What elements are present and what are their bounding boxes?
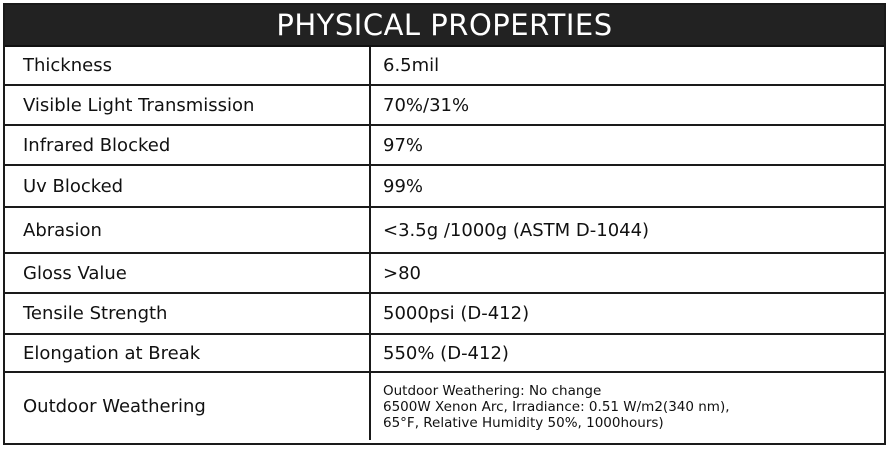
property-label: Abrasion [5, 208, 371, 252]
property-label: Uv Blocked [5, 166, 371, 206]
property-value: 550% (D-412) [383, 342, 509, 364]
table-row [5, 254, 884, 294]
physical-properties-table [3, 3, 886, 445]
property-value [371, 373, 884, 440]
property-value: 99% [383, 175, 424, 197]
table-row [5, 47, 884, 86]
table-row [5, 86, 884, 126]
property-label: Elongation at Break [5, 335, 371, 371]
property-label: Outdoor Weathering [5, 373, 371, 440]
table-row [5, 166, 884, 208]
property-label: Gloss Value [5, 254, 371, 292]
property-label: Infrared Blocked [5, 126, 371, 164]
value-line: 6500W Xenon Arc, Irradiance: 0.51 W/m2(340 nm), [383, 398, 730, 415]
property-label: Thickness [5, 47, 371, 84]
property-value: >80 [383, 262, 421, 284]
value-line: Outdoor Weathering: No change [383, 382, 602, 399]
property-value: 6.5mil [383, 55, 440, 76]
table-row [5, 208, 884, 254]
table-row [5, 373, 884, 440]
property-label: Tensile Strength [5, 294, 371, 333]
value-line: 65°F, Relative Humidity 50%, 1000hours) [383, 414, 664, 431]
property-label: Visible Light Transmission [5, 86, 371, 124]
property-value: 70%/31% [383, 94, 470, 116]
table-row [5, 335, 884, 373]
property-value: 5000psi (D-412) [383, 303, 530, 324]
property-value: <3.5g /1000g (ASTM D-1044) [383, 219, 650, 241]
table-row [5, 294, 884, 335]
table-title: PHYSICAL PROPERTIES [5, 5, 884, 47]
property-value: 97% [383, 134, 424, 156]
table-row [5, 126, 884, 166]
